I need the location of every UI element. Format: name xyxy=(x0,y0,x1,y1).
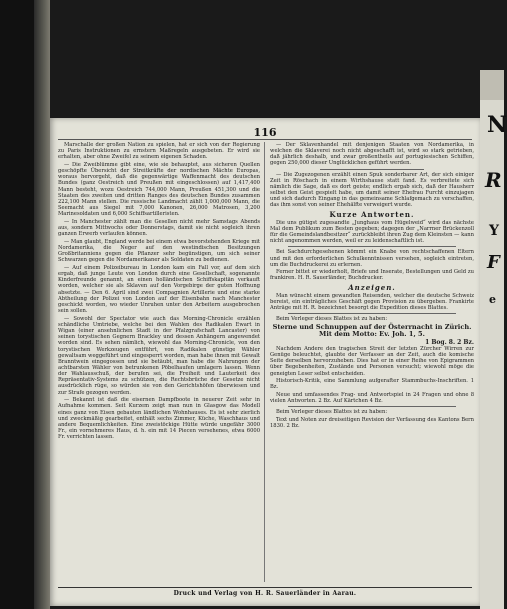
article-paragraph: — Die Zweiblümme gibt eine, wie sie behauptet, aus sicheren Quellen geschöpfte Übersicht der Streitkräfte der nordischen Mächte Europas, woraus hervorgeht, daß die gegenwärtige Waffenmacht des deutschen Bundes (ganz Oestreich und Preußen mit eingeschlossen) auf 1,417,400 Mann besteht, wozu Oestreich 744,000 Mann, Preußen 451,300 und die Staaten des zweiten und dritten Ranges des deutschen Bundes zusammen 222,100 Mann stellen. Die russische Landmacht zählt 1,000,000 Mann, die Seemacht aus Siegel mit 7,000 Kanonen, 26,000 Matrosen, 3,200 Marinesoldaten und 6,000 Schiffsartilleristen. xyxy=(58,161,260,218)
column-divider xyxy=(264,142,265,582)
page-number: 116 xyxy=(253,126,277,139)
notice-line: Beim Verleger dieses Blattes ist zu haben: xyxy=(276,316,388,323)
right-column xyxy=(270,142,474,584)
header-rule xyxy=(58,139,472,140)
facing-page-glyph: e xyxy=(489,293,496,306)
left-column xyxy=(58,142,260,584)
book-listing: Historisch-Kritik, eine Sammlung aufgerafter Stammbuchs-Inschriften. 1 Bz. xyxy=(270,378,474,391)
article-paragraph: — Man glaubt, England werde bei einem etwa bevorstehenden Kriege mit Nordamerika, die Neger auf den westindischen Besitzungen Großbritanniens gegen die Pflanzer sehr begünstigen, um sich seiner Schwarzen gegen die Nordamerikaner als Soldaten zu bedienen. xyxy=(58,238,260,264)
section-divider xyxy=(288,246,456,247)
ad-paragraph: Man wünscht einem gewandten Reisenden, welcher die deutsche Schweiz bereist, ein einträgliches Geschäft gegen Provision zu übergeben. Frankirte Anträge mit H. R. bezeichnet besorgt die Expedition dieses Blattes. xyxy=(270,292,474,312)
footer-rule xyxy=(58,587,472,588)
section-heading-ads: Anzeigen. xyxy=(348,282,396,292)
facing-page-glyph: R xyxy=(485,168,502,192)
section-heading-answers: Kurze Antworten. xyxy=(329,209,415,219)
section-divider xyxy=(288,406,456,407)
article-paragraph: — Der Sklavenhandel mit denjenigen Staaten von Nordamerika, in welchen die Sklaverei noch nicht abgeschafft ist, wird so stark getrieben, daß jährlich deshalb, und zwar großentheils auf portugiesischen Schiffen, gegen 250,000 dieser Unglücklichen geführt werden. xyxy=(270,142,474,167)
book-description: Nachdem Andere den tragischen Streit der letzten Zürcher Wirren zur Genüge beleuchtet, glaubte der Verfasser an der Zeit, auch die komische Seite derselben hervorzuheben. Dies hat er in einer Reihe von Epigrammen über Begebenheiten, Zustände und Personen versucht; wiewohl möge die geneigten Leser selbst entscheiden. xyxy=(270,345,474,377)
book-title: Sterne und Schnuppen auf der Österrnacht in Zürich. Mit dem Motto: Ev. Joh. 1, 5. xyxy=(272,322,472,339)
book-price: 1 Bog. 8. 2 Bz. xyxy=(425,338,474,346)
book-listing: Text und Noten zur dreiseitigen Revision der Verfassung des Kantons Bern 1830. 2 Bz. xyxy=(270,416,474,430)
facing-page-glyph: N xyxy=(487,112,507,138)
facing-page-edge-top xyxy=(480,70,504,100)
section-divider xyxy=(320,169,424,170)
article-paragraph: — Bekannt ist daß die eisernen Dampfboote in neuerer Zeit sehr in Aufnahme kommen. Seit Kurzem zeigt man nun in Glasgow das Modell eines ganz von Eisen gebauten ländlichen Wohnhauses. Es ist sehr zierlich und zweckmäßig gearbeitet, enthält sechs Zimmer, Küche, Waschhaus und andere Bequemlichkeiten. Eine zweistöckige Hütte würde ungefähr 3000 Fr., ein vornehmeres Haus, d. h. ein mit 14 Piecen versehenes, etwa 6000 Fr. verrichten lassen. xyxy=(58,397,260,441)
answer-paragraph: Ferner bittet er wiederholt, Briefe und Inserate, Bestellungen und Geld zu frankiren. H. R. Sauerländer, Buchdrucker. xyxy=(270,269,474,282)
section-divider xyxy=(288,313,456,314)
facing-page-glyph: F xyxy=(487,252,500,273)
answer-paragraph: Bei Sachdurchgesehenen kömmt ein Knabe von rechtschaffenen Eltern und mit den erforderlichen Schulkenntnissen versehen, sogleich eintreten, um die Buchdruckerei zu erlernen. xyxy=(270,249,474,268)
article-paragraph: — Die Zugezogenen erzählt einen Spuk sonderbarer Art, der sich einiger Zeit in Röschach in einem Wirthshause statt fand. Es verbreitete sich nämlich die Sage, daß es dort geiste; endlich ergab sich, daß der Hausherr selbst den Geist gespielt habe, um damit seiner Ehefrau Furcht einzujagen und sich dadurch Eingang in das gemeinsame Schlafgemach zu verschaffen, das ihm sonst von seiner Ehehälfte verweigert wurde. xyxy=(270,171,474,209)
article-paragraph: — In Manchester zählt man die Gesellen nicht mehr Samstags Abends aus, sondern Mittwochs oder Donnerstags, damit sie nicht sogleich ihren ganzen Erwerb verlaufen können. xyxy=(58,218,260,238)
printer-imprint: Druck und Verlag von H. R. Sauerländer in Aarau. xyxy=(173,590,357,597)
facing-page-glyph: Y xyxy=(489,223,499,239)
article-paragraph: — Auf einem Polizeibureau in London kam ein Fall vor, auf dem sich ergab, daß junge Leute von London durch eine Gesellschaft, sogenannte Kinderfreunde genannt, an einen holländischen Schiffskapitän verkauft worden, welcher sie als Sklaven auf den Vorgebirge der guten Hoffnung absetzte. — Den 6. April sind zwei Compagnien Artillerie und eine starke Abtheilung der Polizei von London auf der Eisenbahn nach Manchester geschickt worden, wo wieder Unruhen unter den Arbeitern ausgebrochen sein sollen. xyxy=(58,264,260,315)
answer-paragraph: Die uns gütigst zugesandte „Junghaus vom Hügelweid“ wird das nächste Mal dem Publikum zum Besten gegeben; dagegen der „Narrner Brückenzoll für die Gemeindslandbesitzer“ zurückbleibt ihren Zug dem Kleinsten — kann nicht angenommen werden, weil er zu leidenschaftlich ist. xyxy=(270,219,474,245)
article-paragraph: Marschalle der großen Nation zu spielen, hat er sich von der Regierung zu Paris Instruktionen zu ernstern Maßregeln ausgebeten. Er wird sie erhalten, aber ohne Zweifel zu seinem eigenen Schaden. xyxy=(58,142,260,161)
newspaper-page xyxy=(50,118,480,606)
article-paragraph: — Sowohl der Spectator wie auch das Morning-Chronicle erzählen schändliche Umtriebe, welche bei den Wahlen des Radikalen Ewart in Wigan (einer ansehnlichen Stadt in der Pfalzgrafschaft Lancaster) von seinen torystischen Gegnern Brackley und dessen Anhängern angewendet worden sind. Es sehen nämlich, wiewohl das Morning-Chronicle, von den torystischen Werkzeugen entführt, von Radikalen günstige Wähler gewaltsam weggeführt und eingesperrt worden, man habe ihnen mit Gewalt Branntwein eingegossen und sie betäubt, man habe die Nahrungen der achtbarsten Wähler von betrunkenen Pöbelhaufen umlagern lassen. Wenn der Wahlausschuß, der berufen sei, die Freiheit und Lauterkeit des Repräsentativ-Systems zu schützen, die Rechtsbrüche der Gesetze nicht ausdrücklich rüge, so würden sie von den Gerichtshöfen überwiesen und zur Strafe gezogen werden. xyxy=(58,315,260,396)
notice-line: Beim Verleger dieses Blattes ist zu haben: xyxy=(276,409,388,416)
book-binding xyxy=(0,0,34,609)
book-listing: Neue und umfassendes Frag- und Antwortspiel in 24 Fragen und ohne 8 vielen Antworten. 2 Bz. Auf Kärtchen 4 Bz. xyxy=(270,391,474,405)
page-gutter xyxy=(34,0,50,609)
